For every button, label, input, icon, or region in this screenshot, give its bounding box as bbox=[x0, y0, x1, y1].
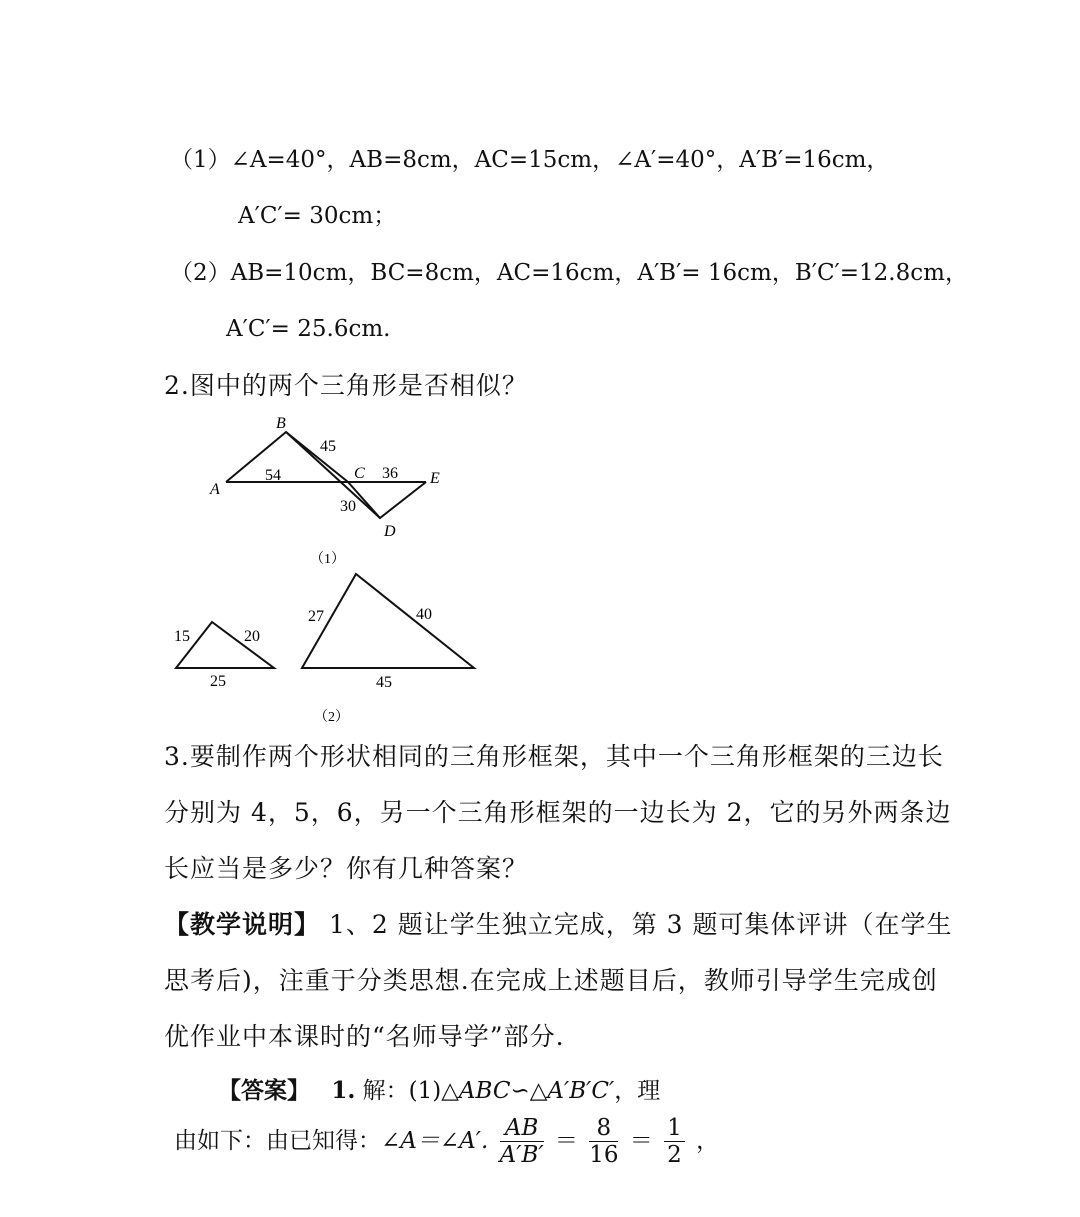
fraction1-denominator: A′B′ bbox=[499, 1141, 544, 1168]
answer-line1-end: ，理 bbox=[614, 1078, 661, 1104]
figure-1 bbox=[190, 410, 490, 570]
fraction-ab-over-a-prime-b-prime bbox=[500, 1115, 544, 1168]
figure1-label-e: E bbox=[430, 470, 440, 487]
fraction-8-over-16 bbox=[589, 1115, 618, 1168]
equals-sign-1: ＝ bbox=[554, 1128, 578, 1154]
q2-text: 2.图中的两个三角形是否相似？ bbox=[164, 371, 528, 400]
figure1-caption: （1） bbox=[310, 552, 345, 567]
answer-solution-start: 解：(1) bbox=[362, 1078, 442, 1104]
q1-part2-line1: （2）AB=10cm，BC=8cm，AC=16cm，A′B′= 16cm，B′C′=12.8cm， bbox=[170, 260, 968, 286]
answer-tag: 【答案】 bbox=[218, 1077, 310, 1104]
figure1-length-ce: 36 bbox=[382, 465, 398, 482]
teaching-note-line3: 优作业中本课时的“名师导学”部分. bbox=[164, 1022, 565, 1051]
answer-angle-equality: ∠A＝∠A′. bbox=[381, 1128, 489, 1154]
figure1-length-bc: 45 bbox=[320, 438, 336, 455]
figure2-large-triangle bbox=[302, 574, 474, 668]
figure1-label-a: A bbox=[210, 481, 220, 498]
figure-2 bbox=[160, 566, 500, 726]
fraction3-numerator: 1 bbox=[664, 1115, 685, 1142]
fraction1-numerator: AB bbox=[500, 1115, 544, 1142]
figure2-small-left: 15 bbox=[174, 628, 190, 645]
q1-part1-line1: （1）∠A=40°，AB=8cm，AC=15cm，∠A′=40°，A′B′=16cm， bbox=[170, 147, 890, 173]
q3-line3: 长应当是多少？你有几种答案？ bbox=[164, 854, 529, 883]
figure2-large-right: 40 bbox=[416, 606, 432, 623]
equals-sign-2: ＝ bbox=[629, 1128, 653, 1154]
fraction2-numerator: 8 bbox=[589, 1115, 618, 1142]
figure1-length-cd: 30 bbox=[340, 498, 356, 515]
q3-line1: 3.要制作两个形状相同的三角形框架，其中一个三角形框架的三边长 bbox=[164, 742, 944, 771]
figure1-label-b: B bbox=[276, 415, 286, 432]
teaching-note-line2: 思考后)，注重于分类思想.在完成上述题目后，教师引导学生完成创 bbox=[164, 966, 938, 995]
answer-line2-end: ， bbox=[696, 1128, 720, 1154]
figure2-small-base: 25 bbox=[210, 673, 226, 690]
figure1-label-c: C bbox=[354, 465, 365, 482]
teaching-note-tag: 【教学说明】 bbox=[164, 910, 321, 939]
answer-line1 bbox=[218, 1074, 660, 1108]
figure1-label-d: D bbox=[384, 523, 396, 540]
q3-line2: 分别为 4，5，6，另一个三角形框架的一边长为 2，它的另外两条边 bbox=[164, 798, 952, 827]
answer-similarity: △ABC∽△A′B′C′ bbox=[441, 1078, 615, 1104]
q1-part1-line2: A′C′= 30cm； bbox=[238, 203, 397, 229]
figure2-large-base: 45 bbox=[376, 674, 392, 691]
q1-part2-line2: A′C′= 25.6cm. bbox=[226, 316, 391, 342]
fraction-1-over-2 bbox=[664, 1115, 685, 1168]
figure2-large-left: 27 bbox=[308, 608, 324, 625]
teaching-note-line1 bbox=[164, 905, 953, 945]
figure2-small-right: 20 bbox=[244, 628, 260, 645]
figure1-length-ac: 54 bbox=[265, 467, 281, 484]
answer-reason-text: 由如下：由已知得： bbox=[174, 1128, 381, 1154]
teaching-note-text1: 1、2 题让学生独立完成，第 3 题可集体评讲（在学生 bbox=[320, 910, 953, 939]
answer-number: 1. bbox=[331, 1077, 356, 1104]
fraction3-denominator: 2 bbox=[667, 1141, 682, 1168]
fraction2-denominator: 16 bbox=[589, 1141, 619, 1168]
answer-line2 bbox=[174, 1110, 719, 1174]
figure2-caption: （2） bbox=[314, 710, 349, 725]
